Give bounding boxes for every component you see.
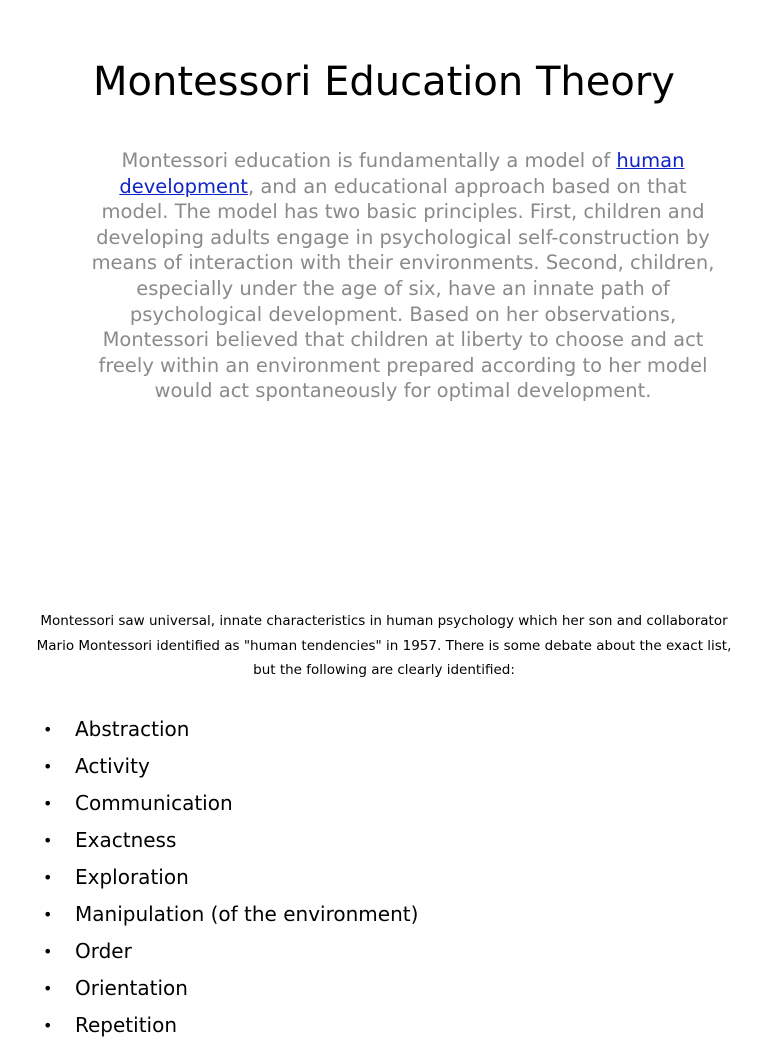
intro-text-before-link: Montessori education is fundamentally a model of <box>121 149 617 172</box>
bullet-icon: • <box>43 757 53 776</box>
tendencies-list <box>0 711 768 1044</box>
list-item-label: Orientation <box>75 976 188 1000</box>
list-item-label: Order <box>75 939 132 963</box>
list-item <box>0 1007 768 1044</box>
list-item-label: Abstraction <box>75 717 190 741</box>
slide-title: Montessori Education Theory <box>93 59 675 105</box>
list-item <box>0 896 768 933</box>
list-item <box>0 748 768 785</box>
intro-text-after-link: , and an educational approach based on that model. The model has two basic principles. First, children and developing adults engage in psychological self-construction by means of interaction with their environments. Second, children, especially under the age of six, have an innate path of psychological development. Based on her observations, Montessori believed that children at liberty to choose and act freely within an environment prepared according to her model would act spontaneously for optimal development. <box>91 174 715 403</box>
human-tendencies-paragraph: Montessori saw universal, innate characteristics in human psychology which her son and collaborator Mario Montessori identified as "human tendencies" in 1957. There is some debate about the exact list, but the following are clearly identified: <box>36 613 732 678</box>
list-item <box>0 711 768 748</box>
bullet-icon: • <box>43 831 53 850</box>
bullet-icon: • <box>43 794 53 813</box>
list-item <box>0 822 768 859</box>
list-item <box>0 970 768 1007</box>
bullet-icon: • <box>43 942 53 961</box>
list-item-label: Activity <box>75 754 150 778</box>
human-development-link[interactable]: human development <box>119 149 685 198</box>
list-item-label: Exploration <box>75 865 189 889</box>
list-item-label: Repetition <box>75 1013 178 1037</box>
bullet-icon: • <box>43 979 53 998</box>
intro-paragraph <box>84 148 722 404</box>
list-item <box>0 859 768 896</box>
list-item <box>0 933 768 970</box>
bullet-icon: • <box>43 868 53 887</box>
list-item <box>0 785 768 822</box>
bullet-icon: • <box>43 905 53 924</box>
bullet-icon: • <box>43 1016 53 1035</box>
bullet-icon: • <box>43 720 53 739</box>
list-item-label: Manipulation (of the environment) <box>75 902 419 926</box>
list-item-label: Exactness <box>75 828 177 852</box>
list-item-label: Communication <box>75 791 233 815</box>
